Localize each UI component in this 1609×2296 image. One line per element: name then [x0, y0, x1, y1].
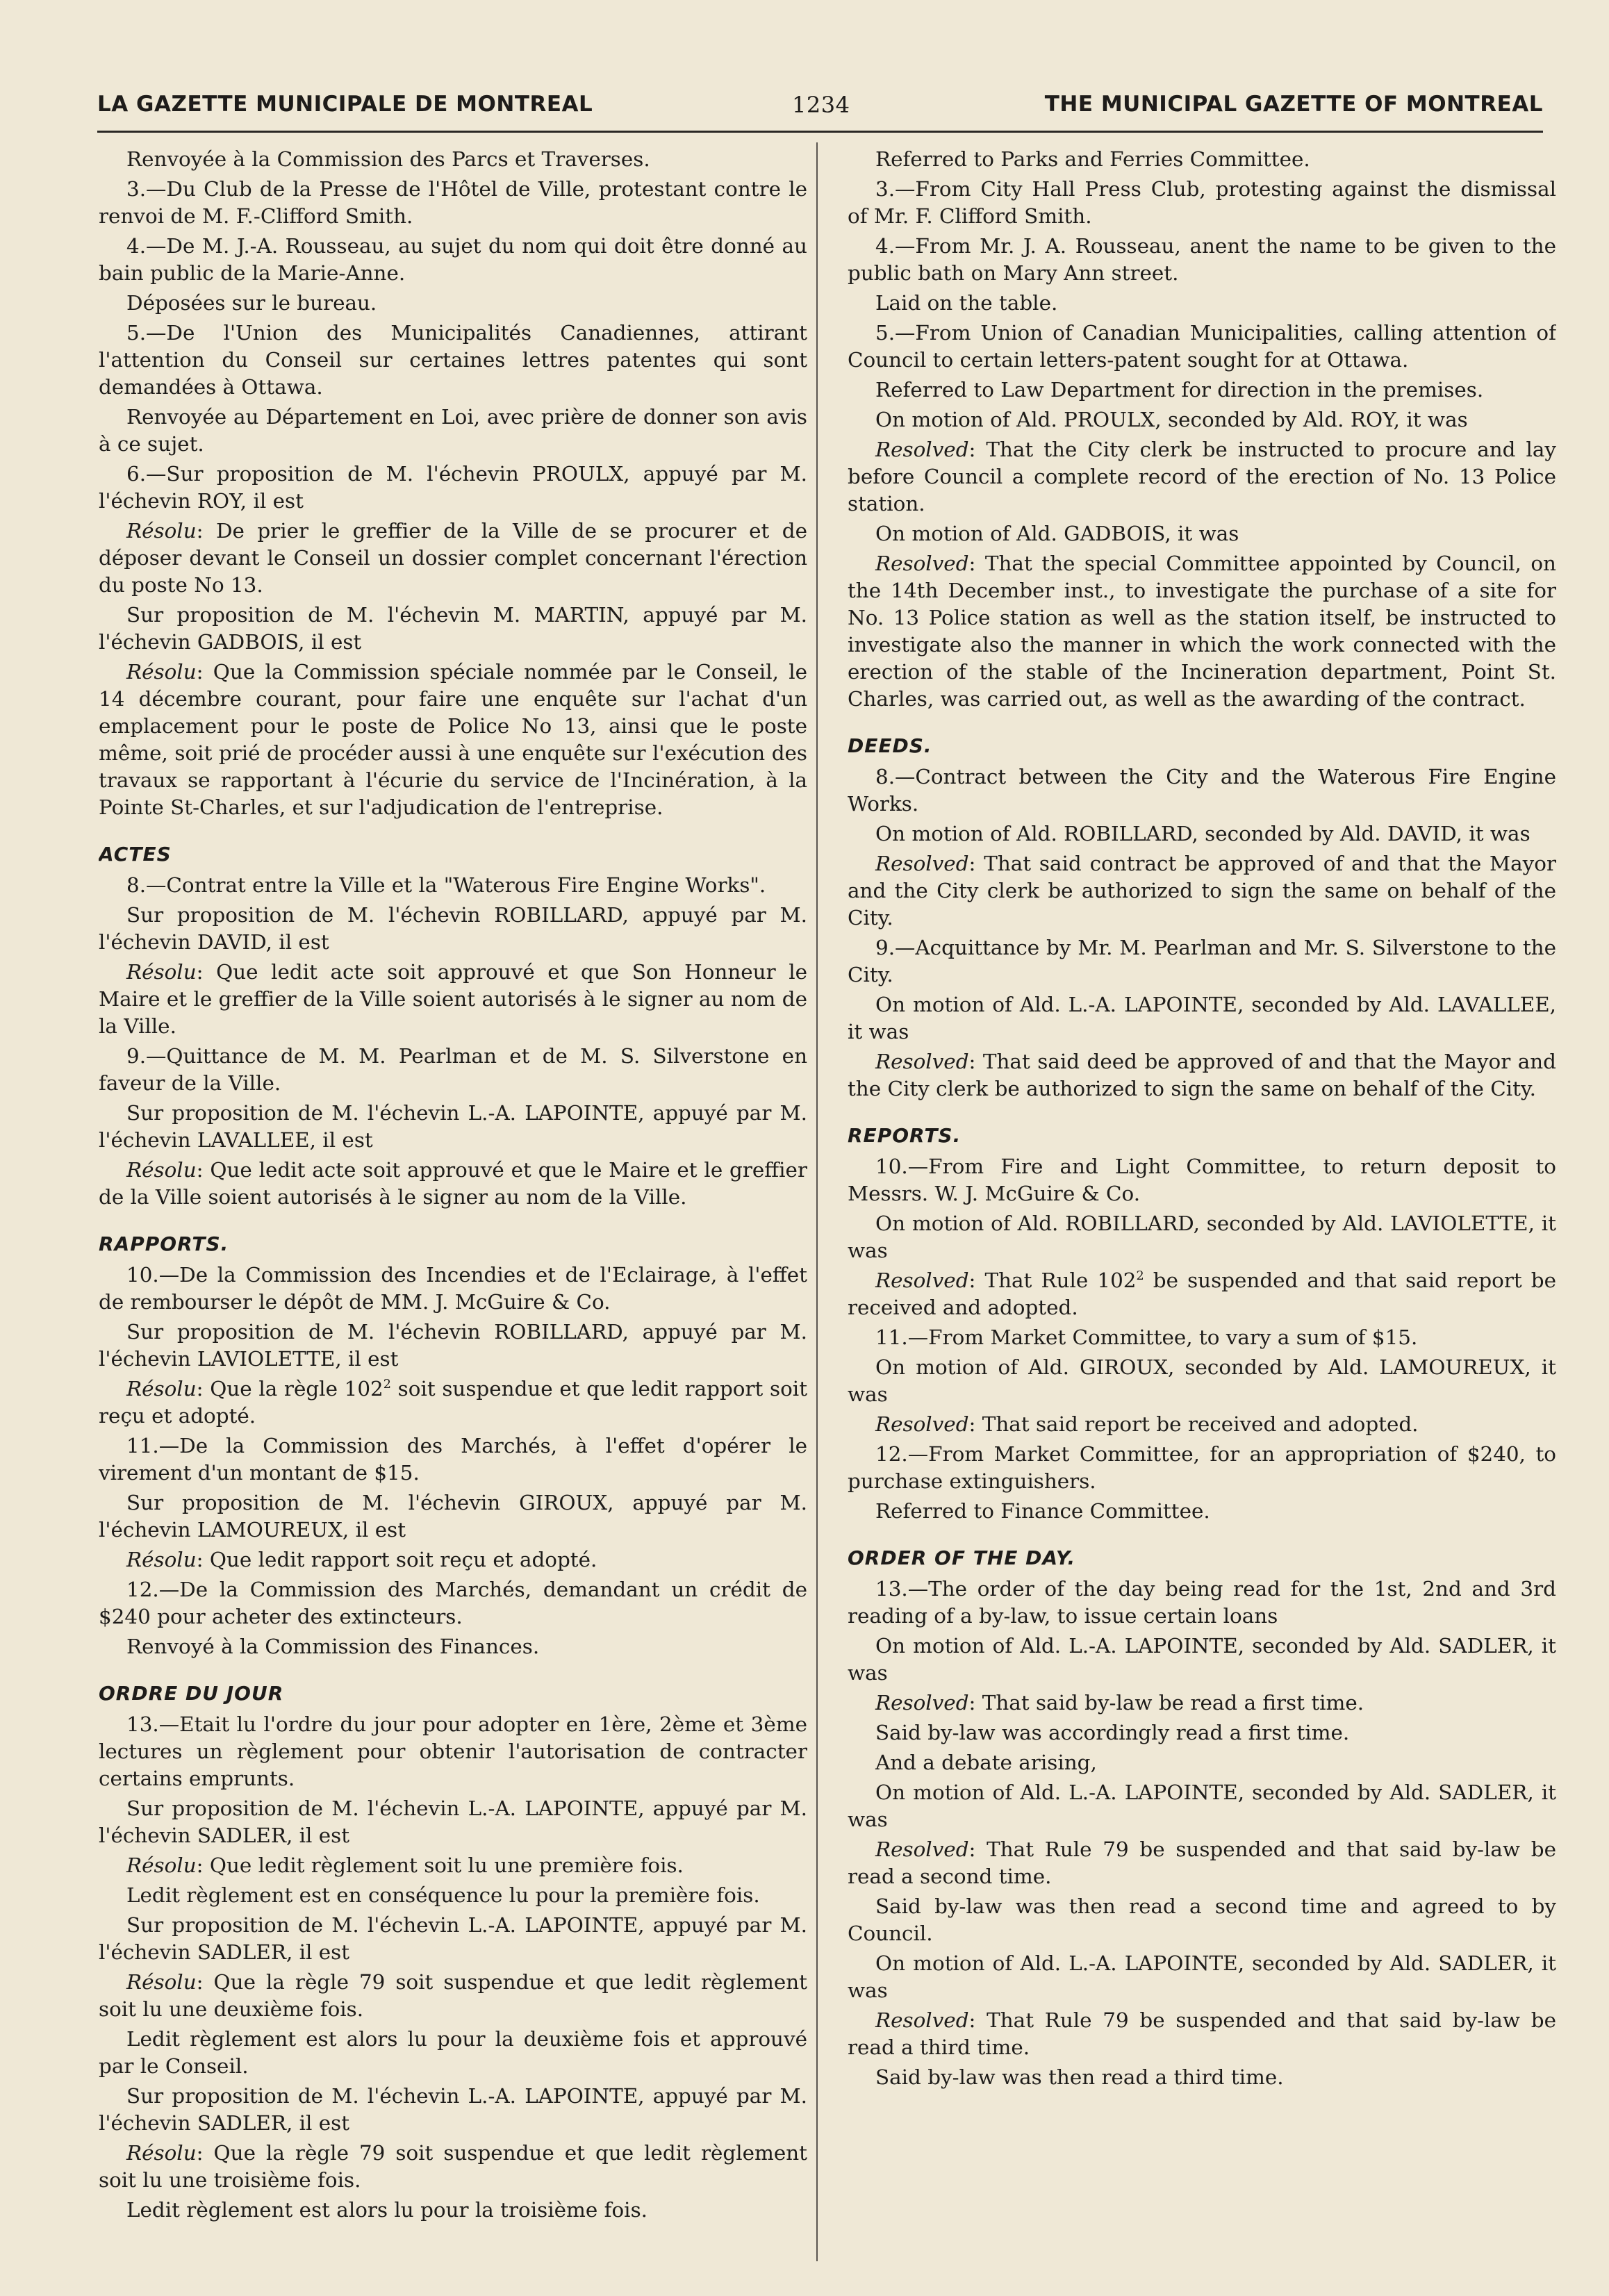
paragraph-text: Ledit règlement est alors lu pour la troisième fois. — [126, 2198, 647, 2222]
resolution-label: Resolved — [875, 1691, 969, 1715]
paragraph-text: Ledit règlement est alors lu pour la deuxième fois et approuvé par le Conseil. — [99, 2027, 807, 2078]
paragraph — [848, 1690, 1556, 1717]
paragraph — [848, 550, 1556, 713]
resolution-label: Resolved — [875, 1050, 969, 1073]
paragraph-text: 10.—From Fire and Light Committee, to return deposit to Messrs. W. J. McGuire & Co. — [848, 1155, 1556, 1205]
paragraph-text: 4.—De M. J.-A. Rousseau, au sujet du nom qui doit être donné au bain public de la Marie-Anne. — [99, 234, 807, 285]
paragraph-text: 12.—From Market Committee, for an appropriation of $240, to purchase extinguishers. — [848, 1442, 1556, 1493]
column-divider — [816, 142, 818, 2261]
paragraph — [848, 320, 1556, 374]
paragraph — [848, 520, 1556, 547]
paragraph — [848, 146, 1556, 173]
paragraph — [99, 146, 807, 173]
paragraph-text: On motion of Ald. PROULX, seconded by Ald. ROY, it was — [875, 408, 1468, 431]
french-column — [99, 146, 807, 2272]
section-heading: ACTES — [99, 843, 172, 866]
section-heading: REPORTS. — [848, 1124, 962, 1147]
paragraph — [99, 2197, 807, 2224]
paragraph-text: : Que la règle 79 soit suspendue et que ledit règlement soit lu une troisième fois. — [99, 2141, 807, 2192]
paragraph — [99, 233, 807, 287]
paragraph-text: 9.—Quittance de M. M. Pearlman et de M. S. Silverstone en faveur de la Ville. — [99, 1044, 807, 1095]
paragraph-text: On motion of Ald. ROBILLARD, seconded by Ald. DAVID, it was — [875, 822, 1530, 845]
paragraph-text: On motion of Ald. L.-A. LAPOINTE, seconded by Ald. SADLER, it was — [848, 1634, 1556, 1685]
paragraph-text: 3.—From City Hall Press Club, protesting against the dismissal of Mr. F. Clifford Smith. — [848, 177, 1556, 228]
paragraph — [848, 1779, 1556, 1833]
paragraph — [848, 1267, 1556, 1321]
paragraph — [848, 763, 1556, 818]
paragraph-text: : Que ledit règlement soit lu une première fois. — [196, 1853, 684, 1877]
paragraph-text: On motion of Ald. L.-A. LAPOINTE, seconded by Ald. SADLER, it was — [848, 1781, 1556, 1831]
paragraph — [99, 404, 807, 458]
paragraph-text: Ledit règlement est en conséquence lu pour la première fois. — [126, 1883, 760, 1907]
paragraph — [99, 1969, 807, 2023]
paragraph — [99, 1711, 807, 1792]
paragraph — [99, 2083, 807, 2137]
paragraph — [848, 1633, 1556, 1687]
paragraph-text: On motion of Ald. GADBOIS, it was — [875, 522, 1239, 545]
paragraph-text: : That said deed be approved of and that the Mayor and the City clerk be authorized to sign the same on behalf of the City. — [848, 1050, 1556, 1100]
paragraph-text: 8.—Contrat entre la Ville et la "Waterous Fire Engine Works". — [126, 873, 766, 897]
resolution-label: Resolved — [875, 1837, 969, 1861]
resolution-label: Résolu — [126, 960, 197, 984]
superscript: 2 — [1136, 1269, 1144, 1284]
paragraph — [848, 2064, 1556, 2091]
paragraph — [848, 406, 1556, 433]
paragraph — [848, 1498, 1556, 1525]
paragraph-text: 11.—From Market Committee, to vary a sum of $15. — [875, 1325, 1418, 1349]
paragraph-text: Déposées sur le bureau. — [126, 291, 377, 315]
paragraph-text: 5.—From Union of Canadian Municipalities, calling attention of Council to certain letters-patent sought for at Ottawa. — [848, 321, 1556, 372]
paragraph-text: 10.—De la Commission des Incendies et de l'Eclairage, à l'effet de rembourser le dépôt de MM. J. McGuire & Co. — [99, 1263, 807, 1314]
paragraph — [99, 1795, 807, 1849]
paragraph — [99, 602, 807, 656]
paragraph — [99, 461, 807, 515]
paragraph-text: Sur proposition de M. l'échevin ROBILLARD, appuyé par M. l'échevin LAVIOLETTE, il est — [99, 1320, 807, 1371]
paragraph — [848, 436, 1556, 518]
paragraph-text: 11.—De la Commission des Marchés, à l'effet d'opérer le virement d'un montant de $15. — [99, 1434, 807, 1485]
paragraph-text-tail: be suspended and that said report be received and adopted. — [848, 1269, 1556, 1319]
paragraph-text: Referred to Law Department for direction in the premises. — [875, 378, 1484, 402]
paragraph — [848, 991, 1556, 1046]
paragraph — [99, 1882, 807, 1909]
section-heading: ORDER OF THE DAY. — [848, 1546, 1076, 1569]
paragraph — [99, 1912, 807, 1966]
paragraph — [99, 959, 807, 1040]
paragraph — [848, 1576, 1556, 1630]
paragraph — [848, 1893, 1556, 1947]
superscript: 2 — [383, 1378, 391, 1392]
resolution-label: Resolved — [875, 852, 969, 875]
paragraph-text: Referred to Finance Committee. — [875, 1499, 1210, 1523]
paragraph — [848, 820, 1556, 848]
paragraph — [99, 518, 807, 599]
paragraph — [99, 1043, 807, 1097]
paragraph — [848, 1048, 1556, 1102]
paragraph — [848, 233, 1556, 287]
paragraph-text: Said by-law was then read a third time. — [875, 2065, 1284, 2089]
resolution-label: Résolu — [126, 1970, 197, 1994]
paragraph — [848, 1950, 1556, 2004]
paragraph-text: Sur proposition de M. l'échevin L.-A. LAPOINTE, appuyé par M. l'échevin SADLER, il est — [99, 2084, 807, 2135]
paragraph-text: Said by-law was then read a second time and agreed to by Council. — [848, 1894, 1556, 1945]
paragraph-text: 5.—De l'Union des Municipalités Canadiennes, attirant l'attention du Conseil sur certaines lettres patentes qui sont demandées à Ottawa. — [99, 321, 807, 399]
paragraph-text: 9.—Acquittance by Mr. M. Pearlman and Mr. S. Silverstone to the City. — [848, 936, 1556, 986]
paragraph-text: : That Rule 102 — [968, 1269, 1137, 1292]
resolution-label: Résolu — [126, 1158, 197, 1182]
paragraph-text: Said by-law was accordingly read a first time. — [875, 1721, 1350, 1744]
paragraph-text: : Que la Commission spéciale nommée par le Conseil, le 14 décembre courant, pour faire une enquête sur l'achat d'un emplacement pour le poste de Police No 13, ainsi que le poste même, soit prié de procéder aussi à une enquête sur l'exécution des travaux se rapportant à l'écurie du service de l'Incinération, à la Pointe St-Charles, et sur l'adjudication de l'entreprise. — [99, 660, 807, 819]
header-title-english: THE MUNICIPAL GAZETTE OF MONTREAL — [1044, 92, 1543, 117]
paragraph — [99, 1100, 807, 1154]
paragraph-text: : Que ledit acte soit approuvé et que le Maire et le greffier de la Ville soient autorisés à le signer au nom de la Ville. — [99, 1158, 807, 1209]
paragraph — [848, 1324, 1556, 1351]
paragraph — [99, 2026, 807, 2080]
paragraph-text: On motion of Ald. ROBILLARD, seconded by Ald. LAVIOLETTE, it was — [848, 1212, 1556, 1262]
paragraph — [99, 1576, 807, 1630]
paragraph-text: Sur proposition de M. l'échevin M. MARTIN, appuyé par M. l'échevin GADBOIS, il est — [99, 603, 807, 654]
paragraph-text: Renvoyé à la Commission des Finances. — [126, 1635, 540, 1658]
paragraph — [99, 1157, 807, 1211]
paragraph-text: Sur proposition de M. l'échevin GIROUX, appuyé par M. l'échevin LAMOUREUX, il est — [99, 1491, 807, 1542]
paragraph — [99, 1852, 807, 1879]
paragraph-text: : De prier le greffier de la Ville de se procurer et de déposer devant le Conseil un dossier complet concernant l'érection du poste No 13. — [99, 519, 807, 597]
section-heading: ORDRE DU JOUR — [99, 1682, 284, 1705]
english-column — [848, 146, 1556, 2272]
paragraph — [848, 850, 1556, 932]
paragraph — [99, 902, 807, 956]
paragraph-text: 6.—Sur proposition de M. l'échevin PROULX, appuyé par M. l'échevin ROY, il est — [99, 462, 807, 513]
paragraph-text: On motion of Ald. L.-A. LAPOINTE, seconded by Ald. LAVALLEE, it was — [848, 993, 1556, 1043]
paragraph-text: : Que ledit acte soit approuvé et que Son Honneur le Maire et le greffier de la Ville soient autorisés à le signer au nom de la Ville. — [99, 960, 807, 1038]
paragraph — [848, 2007, 1556, 2061]
paragraph — [848, 1354, 1556, 1408]
paragraph — [99, 1376, 807, 1430]
paragraph-text: On motion of Ald. GIROUX, seconded by Ald. LAMOUREUX, it was — [848, 1355, 1556, 1406]
paragraph-text: : Que ledit rapport soit reçu et adopté. — [196, 1548, 597, 1571]
paragraph — [848, 290, 1556, 317]
paragraph-text-tail: soit suspendue et que ledit rapport soit reçu et adopté. — [99, 1377, 807, 1428]
paragraph-text: Renvoyée à la Commission des Parcs et Traverses. — [126, 147, 650, 171]
paragraph-text: Sur proposition de M. l'échevin L.-A. LAPOINTE, appuyé par M. l'échevin SADLER, il est — [99, 1797, 807, 1847]
section-heading: RAPPORTS. — [99, 1232, 229, 1255]
paragraph — [848, 377, 1556, 404]
paragraph — [99, 1319, 807, 1373]
paragraph-text: Renvoyée au Département en Loi, avec prière de donner son avis à ce sujet. — [99, 405, 807, 456]
paragraph — [99, 659, 807, 821]
paragraph-text: : That said report be received and adopted. — [968, 1412, 1419, 1436]
paragraph — [99, 1432, 807, 1487]
paragraph — [99, 872, 807, 899]
paragraph-text: 8.—Contract between the City and the Waterous Fire Engine Works. — [848, 765, 1556, 816]
paragraph — [99, 290, 807, 317]
section-heading: DEEDS. — [848, 734, 932, 757]
paragraph-text: : Que la règle 102 — [196, 1377, 383, 1401]
paragraph-text: : That Rule 79 be suspended and that said by-law be read a second time. — [848, 1837, 1556, 1888]
paragraph — [848, 934, 1556, 989]
paragraph-text: : Que la règle 79 soit suspendue et que ledit règlement soit lu une deuxième fois. — [99, 1970, 807, 2021]
paragraph-text: : That the City clerk be instructed to procure and lay before Council a complete record of the erection of No. 13 Police station. — [848, 438, 1556, 515]
paragraph-text: : That said contract be approved of and that the Mayor and the City clerk be authorized to sign the same on behalf of the City. — [848, 852, 1556, 930]
resolution-label: Resolved — [875, 2008, 969, 2032]
header-title-french: LA GAZETTE MUNICIPALE DE MONTREAL — [97, 92, 593, 117]
paragraph — [848, 176, 1556, 230]
paragraph-text: 4.—From Mr. J. A. Rousseau, anent the name to be given to the public bath on Mary Ann street. — [848, 234, 1556, 285]
resolution-label: Resolved — [875, 1412, 969, 1436]
paragraph-text: Sur proposition de M. l'échevin L.-A. LAPOINTE, appuyé par M. l'échevin SADLER, il est — [99, 1913, 807, 1964]
paragraph-text: And a debate arising, — [875, 1751, 1097, 1774]
paragraph-text: 12.—De la Commission des Marchés, demandant un crédit de $240 pour acheter des extincteurs. — [99, 1578, 807, 1628]
paragraph-text: : That Rule 79 be suspended and that said by-law be read a third time. — [848, 2008, 1556, 2059]
paragraph — [99, 1633, 807, 1660]
paragraph-text: Referred to Parks and Ferries Committee. — [875, 147, 1310, 171]
page-number: 1234 — [792, 92, 850, 118]
paragraph-text: 13.—Etait lu l'ordre du jour pour adopter en 1ère, 2ème et 3ème lectures un règlement pour obtenir l'autorisation de contracter certains emprunts. — [99, 1712, 807, 1790]
paragraph — [99, 2140, 807, 2194]
resolution-label: Resolved — [875, 438, 969, 461]
paragraph-text: Laid on the table. — [875, 291, 1058, 315]
paragraph — [848, 1836, 1556, 1890]
paragraph — [99, 1489, 807, 1544]
resolution-label: Resolved — [875, 552, 969, 575]
paragraph — [848, 1411, 1556, 1438]
paragraph-text: 3.—Du Club de la Presse de l'Hôtel de Ville, protestant contre le renvoi de M. F.-Clifford Smith. — [99, 177, 807, 228]
paragraph — [848, 1441, 1556, 1495]
paragraph — [99, 1546, 807, 1574]
resolution-label: Resolved — [875, 1269, 969, 1292]
paragraph-text: Sur proposition de M. l'échevin ROBILLARD, appuyé par M. l'échevin DAVID, il est — [99, 903, 807, 954]
resolution-label: Résolu — [126, 1377, 197, 1401]
paragraph — [99, 176, 807, 230]
paragraph-text: : That said by-law be read a first time. — [968, 1691, 1364, 1715]
page-header — [97, 82, 1543, 133]
paragraph — [848, 1749, 1556, 1776]
paragraph-text: Sur proposition de M. l'échevin L.-A. LAPOINTE, appuyé par M. l'échevin LAVALLEE, il est — [99, 1101, 807, 1152]
resolution-label: Résolu — [126, 660, 197, 684]
paragraph-text: : That the special Committee appointed by Council, on the 14th December inst., to investigate the purchase of a site for No. 13 Police station as well as the station itself, be instructed to investigate also the manner in which the work connected with the erection of the stable of the Incineration department, Point St. Charles, was carried out, as well as the awarding of the contract. — [848, 552, 1556, 711]
paragraph — [848, 1719, 1556, 1746]
resolution-label: Résolu — [126, 1548, 197, 1571]
paragraph — [99, 320, 807, 401]
resolution-label: Résolu — [126, 1853, 197, 1877]
paragraph — [848, 1210, 1556, 1264]
paragraph — [848, 1153, 1556, 1207]
resolution-label: Résolu — [126, 519, 197, 543]
paragraph-text: On motion of Ald. L.-A. LAPOINTE, seconded by Ald. SADLER, it was — [848, 1951, 1556, 2002]
paragraph — [99, 1262, 807, 1316]
paragraph-text: 13.—The order of the day being read for the 1st, 2nd and 3rd reading of a by-law, to issue certain loans — [848, 1577, 1556, 1628]
resolution-label: Résolu — [126, 2141, 197, 2165]
